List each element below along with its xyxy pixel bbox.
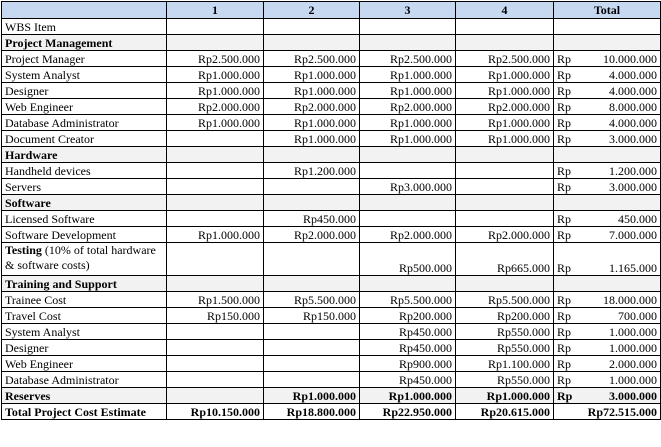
period-1-cost bbox=[167, 356, 264, 372]
row-label: System Analyst bbox=[2, 67, 167, 83]
period-3-cost bbox=[360, 147, 456, 163]
period-1-cost: Rp2.500.000 bbox=[167, 51, 264, 67]
row-label: Reserves bbox=[2, 388, 167, 404]
period-4-cost: Rp1.000.000 bbox=[456, 388, 554, 404]
period-3-cost: Rp2.000.000 bbox=[360, 99, 456, 115]
period-3-cost: Rp3.000.000 bbox=[360, 179, 456, 195]
row-total: 1.200.000 bbox=[576, 163, 661, 179]
period-2-cost: Rp5.500.000 bbox=[264, 292, 360, 308]
period-3-cost: Rp2.000.000 bbox=[360, 227, 456, 243]
period-2-cost bbox=[264, 35, 360, 51]
period-2-cost: Rp1.000.000 bbox=[264, 83, 360, 99]
period-4-cost bbox=[456, 179, 554, 195]
currency-symbol: Rp bbox=[554, 51, 576, 67]
period-1-cost bbox=[167, 243, 264, 276]
table-row bbox=[2, 179, 661, 195]
header-blank bbox=[2, 2, 167, 19]
row-label: Software bbox=[2, 195, 167, 211]
currency-symbol: Rp bbox=[554, 308, 576, 324]
row-label: Software Development bbox=[2, 227, 167, 243]
row-total: 700.000 bbox=[576, 308, 661, 324]
table-row bbox=[2, 308, 661, 324]
period-2-cost: Rp1.000.000 bbox=[264, 388, 360, 404]
currency-symbol: Rp bbox=[554, 324, 576, 340]
period-2-cost bbox=[264, 147, 360, 163]
period-3-cost: Rp1.000.000 bbox=[360, 115, 456, 131]
row-total: 1.000.000 bbox=[576, 324, 661, 340]
currency-symbol: Rp bbox=[554, 211, 576, 227]
row-label: System Analyst bbox=[2, 324, 167, 340]
row-label: Project Management bbox=[2, 35, 167, 51]
table-row bbox=[2, 356, 661, 372]
period-1-cost bbox=[167, 324, 264, 340]
period-1-cost: Rp1.000.000 bbox=[167, 67, 264, 83]
period-1-cost bbox=[167, 35, 264, 51]
currency-symbol bbox=[554, 147, 576, 163]
period-4-grand-total: Rp20.615.000 bbox=[456, 404, 554, 420]
period-4-cost: Rp200.000 bbox=[456, 308, 554, 324]
row-label: Licensed Software bbox=[2, 211, 167, 227]
period-3-cost: Rp1.000.000 bbox=[360, 131, 456, 147]
period-2-cost bbox=[264, 324, 360, 340]
period-4-cost: Rp1.000.000 bbox=[456, 115, 554, 131]
row-label: Database Administrator bbox=[2, 115, 167, 131]
row-label: Web Engineer bbox=[2, 99, 167, 115]
period-4-cost bbox=[456, 147, 554, 163]
period-4-cost bbox=[456, 195, 554, 211]
currency-symbol: Rp bbox=[554, 67, 576, 83]
period-2-cost: Rp1.200.000 bbox=[264, 163, 360, 179]
row-total: 8.000.000 bbox=[576, 99, 661, 115]
row-total: 3.000.000 bbox=[576, 131, 661, 147]
period-2-cost bbox=[264, 372, 360, 388]
period-3-cost bbox=[360, 19, 456, 35]
currency-symbol: Rp bbox=[554, 83, 576, 99]
header-period-1: 1 bbox=[167, 2, 264, 19]
period-3-cost: Rp200.000 bbox=[360, 308, 456, 324]
row-total: 4.000.000 bbox=[576, 83, 661, 99]
currency-symbol: Rp bbox=[554, 243, 576, 276]
period-1-cost bbox=[167, 195, 264, 211]
table-row bbox=[2, 67, 661, 83]
currency-symbol: Rp bbox=[554, 179, 576, 195]
period-1-cost bbox=[167, 19, 264, 35]
table-row bbox=[2, 340, 661, 356]
period-3-cost: Rp2.500.000 bbox=[360, 51, 456, 67]
row-label: Designer bbox=[2, 340, 167, 356]
row-label: Database Administrator bbox=[2, 372, 167, 388]
period-2-cost: Rp1.000.000 bbox=[264, 115, 360, 131]
cost-estimate-table bbox=[1, 1, 661, 420]
currency-symbol: Rp bbox=[554, 99, 576, 115]
row-total: 4.000.000 bbox=[576, 115, 661, 131]
period-2-cost bbox=[264, 195, 360, 211]
period-4-cost: Rp550.000 bbox=[456, 340, 554, 356]
period-3-cost: Rp1.000.000 bbox=[360, 83, 456, 99]
period-2-cost: Rp2.500.000 bbox=[264, 51, 360, 67]
row-label: Handheld devices bbox=[2, 163, 167, 179]
period-1-cost: Rp1.500.000 bbox=[167, 292, 264, 308]
period-4-cost: Rp665.000 bbox=[456, 243, 554, 276]
currency-symbol bbox=[554, 35, 576, 51]
period-3-cost bbox=[360, 211, 456, 227]
row-label-testing bbox=[2, 243, 167, 276]
period-4-cost: Rp1.000.000 bbox=[456, 67, 554, 83]
period-1-cost bbox=[167, 147, 264, 163]
row-label: Project Manager bbox=[2, 51, 167, 67]
currency-symbol: Rp bbox=[554, 356, 576, 372]
period-3-cost bbox=[360, 35, 456, 51]
row-label: Designer bbox=[2, 83, 167, 99]
period-3-cost: Rp450.000 bbox=[360, 324, 456, 340]
table-row bbox=[2, 51, 661, 67]
period-4-cost bbox=[456, 35, 554, 51]
period-2-cost: Rp1.000.000 bbox=[264, 131, 360, 147]
period-1-cost bbox=[167, 163, 264, 179]
table-row bbox=[2, 131, 661, 147]
period-3-grand-total: Rp22.950.000 bbox=[360, 404, 456, 420]
period-3-cost: Rp500.000 bbox=[360, 243, 456, 276]
period-1-cost: Rp150.000 bbox=[167, 308, 264, 324]
period-2-cost: Rp150.000 bbox=[264, 308, 360, 324]
currency-symbol: Rp bbox=[554, 372, 576, 388]
row-label: Travel Cost bbox=[2, 308, 167, 324]
period-3-cost: Rp1.000.000 bbox=[360, 388, 456, 404]
period-1-cost bbox=[167, 340, 264, 356]
table-row bbox=[2, 147, 661, 163]
period-1-grand-total: Rp10.150.000 bbox=[167, 404, 264, 420]
period-3-cost: Rp450.000 bbox=[360, 372, 456, 388]
period-1-cost bbox=[167, 388, 264, 404]
period-3-cost bbox=[360, 276, 456, 292]
currency-symbol: Rp bbox=[554, 292, 576, 308]
row-total: 1.000.000 bbox=[576, 340, 661, 356]
period-3-cost: Rp450.000 bbox=[360, 340, 456, 356]
row-label: Training and Support bbox=[2, 276, 167, 292]
row-total bbox=[576, 195, 661, 211]
period-2-cost bbox=[264, 19, 360, 35]
testing-label-bold: Testing bbox=[5, 243, 42, 257]
period-1-cost bbox=[167, 372, 264, 388]
period-2-cost: Rp2.000.000 bbox=[264, 99, 360, 115]
currency-symbol bbox=[554, 276, 576, 292]
currency-symbol: Rp bbox=[554, 340, 576, 356]
header-total: Total bbox=[554, 2, 661, 19]
period-2-cost bbox=[264, 243, 360, 276]
period-2-cost bbox=[264, 356, 360, 372]
period-1-cost: Rp1.000.000 bbox=[167, 83, 264, 99]
row-total: 4.000.000 bbox=[576, 67, 661, 83]
period-4-cost: Rp1.000.000 bbox=[456, 83, 554, 99]
period-4-cost: Rp1.100.000 bbox=[456, 356, 554, 372]
period-4-cost bbox=[456, 163, 554, 179]
period-2-cost: Rp1.000.000 bbox=[264, 67, 360, 83]
table-row bbox=[2, 292, 661, 308]
row-total: 18.000.000 bbox=[576, 292, 661, 308]
period-4-cost bbox=[456, 211, 554, 227]
period-1-cost bbox=[167, 131, 264, 147]
period-2-cost bbox=[264, 276, 360, 292]
period-1-cost: Rp1.000.000 bbox=[167, 227, 264, 243]
period-1-cost: Rp2.000.000 bbox=[167, 99, 264, 115]
row-total: 10.000.000 bbox=[576, 51, 661, 67]
period-4-cost: Rp1.000.000 bbox=[456, 131, 554, 147]
row-label: Hardware bbox=[2, 147, 167, 163]
period-4-cost: Rp2.500.000 bbox=[456, 51, 554, 67]
period-3-cost bbox=[360, 195, 456, 211]
period-1-cost: Rp1.000.000 bbox=[167, 115, 264, 131]
period-4-cost: Rp550.000 bbox=[456, 372, 554, 388]
header-row bbox=[2, 2, 661, 19]
table-row bbox=[2, 324, 661, 340]
table-row bbox=[2, 19, 661, 35]
header-period-3: 3 bbox=[360, 2, 456, 19]
period-2-cost bbox=[264, 340, 360, 356]
row-label: Web Engineer bbox=[2, 356, 167, 372]
period-2-cost bbox=[264, 179, 360, 195]
header-period-4: 4 bbox=[456, 2, 554, 19]
period-4-cost bbox=[456, 19, 554, 35]
period-1-cost bbox=[167, 211, 264, 227]
period-4-cost: Rp5.500.000 bbox=[456, 292, 554, 308]
row-total bbox=[576, 19, 661, 35]
table-row bbox=[2, 35, 661, 51]
period-2-grand-total: Rp18.800.000 bbox=[264, 404, 360, 420]
period-1-cost bbox=[167, 276, 264, 292]
row-total: 1.000.000 bbox=[576, 372, 661, 388]
period-4-cost: Rp2.000.000 bbox=[456, 99, 554, 115]
table-row bbox=[2, 163, 661, 179]
period-3-cost bbox=[360, 163, 456, 179]
period-3-cost: Rp5.500.000 bbox=[360, 292, 456, 308]
currency-symbol: Rp bbox=[554, 131, 576, 147]
row-label: Servers bbox=[2, 179, 167, 195]
table-row bbox=[2, 99, 661, 115]
table-row bbox=[2, 195, 661, 211]
row-total bbox=[576, 147, 661, 163]
testing-label-note: (10% of total hardware & software costs) bbox=[5, 243, 156, 272]
period-2-cost: Rp450.000 bbox=[264, 211, 360, 227]
table-row bbox=[2, 372, 661, 388]
row-label: Document Creator bbox=[2, 131, 167, 147]
currency-symbol: Rp bbox=[554, 115, 576, 131]
header-period-2: 2 bbox=[264, 2, 360, 19]
currency-symbol bbox=[554, 195, 576, 211]
grand-total-value: Rp72.515.000 bbox=[554, 404, 661, 420]
table-row bbox=[2, 276, 661, 292]
period-3-cost: Rp900.000 bbox=[360, 356, 456, 372]
grand-total-label: Total Project Cost Estimate bbox=[2, 404, 167, 420]
period-4-cost: Rp2.000.000 bbox=[456, 227, 554, 243]
period-4-cost: Rp550.000 bbox=[456, 324, 554, 340]
period-3-cost: Rp1.000.000 bbox=[360, 67, 456, 83]
table-row bbox=[2, 115, 661, 131]
table-row bbox=[2, 388, 661, 404]
currency-symbol: Rp bbox=[554, 227, 576, 243]
row-total: 1.165.000 bbox=[576, 243, 661, 276]
row-total: 450.000 bbox=[576, 211, 661, 227]
table-row-testing bbox=[2, 243, 661, 276]
row-total bbox=[576, 35, 661, 51]
row-label: WBS Item bbox=[2, 19, 167, 35]
period-1-cost bbox=[167, 179, 264, 195]
row-label: Trainee Cost bbox=[2, 292, 167, 308]
row-total: 7.000.000 bbox=[576, 227, 661, 243]
row-total: 2.000.000 bbox=[576, 356, 661, 372]
table-row bbox=[2, 211, 661, 227]
table-row bbox=[2, 83, 661, 99]
row-total: 3.000.000 bbox=[576, 388, 661, 404]
grand-total-row bbox=[2, 404, 661, 420]
table-row bbox=[2, 227, 661, 243]
currency-symbol: Rp bbox=[554, 163, 576, 179]
period-2-cost: Rp2.000.000 bbox=[264, 227, 360, 243]
currency-symbol: Rp bbox=[554, 388, 576, 404]
period-4-cost bbox=[456, 276, 554, 292]
row-total bbox=[576, 276, 661, 292]
currency-symbol bbox=[554, 19, 576, 35]
row-total: 3.000.000 bbox=[576, 179, 661, 195]
